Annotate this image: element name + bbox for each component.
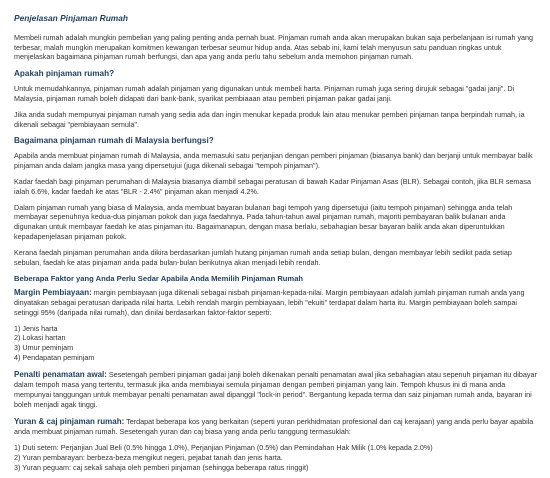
paragraph: Dalam pinjaman rumah yang biasa di Malaysia, anda membuat bayaran bulanan bagi tempoh yang dipersetujui (iaitu tempoh pinjaman) sehingga anda telah membayar sepenuhnya kedua-dua pinjaman pokok dan juga faedahnya. Pada tahun-tahun awal pinjaman rumah, majoriti pembayaran balik bulanan anda digunakan untuk membayar faedah ke atas pinjaman itu. Bagaimanapun, dengan masa berlalu, sebahagian besar bayaran balik anda akan diperuntukkan kepadapenjelasan pinjaman pokok. — [14, 202, 513, 242]
list-item: 1) Duti setem: Perjanjian Jual Beli (0.5% hingga 1.0%), Perjanjian Pinjaman (0.5%) dan Pemindahan Hak Milik (1.0% kepada 2.0%) — [14, 443, 433, 453]
paragraph: Kerana faedah pinjaman perumahan anda dikira berdasarkan jumlah hutang pinjaman rumah anda setiap bulan, dengan membayar lebih sedikit pada setiap sebulan, faedah ke atas pinjaman anda pada bulan-bulan berikutnya akan menjadi lebih rendah. — [14, 248, 512, 268]
section-heading-what-is-home-loan: Apakah pinjaman rumah? — [14, 69, 115, 79]
penalty-text: Sesetengah pemberi pinjaman gadai janji boleh dikenakan penalti penamatan awal jika sebahagian atau sepenuh pinjaman itu dibayar dalam tempoh masa yang tertentu, termasuk jika anda membiayai semula pinjaman dengan pemberi pinjaman yang lain. Tempoh khusus ini di mana anda mempunyai tanggungan untuk membayar penalti penamatan awal dipanggil "lock-in period". Bergantung kepada terma dan saiz pinjaman rumah anda, bayaran ini boleh menjadi agak tinggi. — [14, 370, 537, 410]
section-heading-factors: Beberapa Faktor yang Anda Perlu Sedar Apabila Anda Memilih Pinjaman Rumah — [14, 274, 304, 284]
section-heading-how-it-works: Bagaimana pinjaman rumah di Malaysia berfungsi? — [14, 136, 214, 146]
fees-list — [14, 443, 540, 473]
list-item: 3) Yuran peguam: caj sekali sahaja oleh pemberi pinjaman (sehingga beberapa ratus ringgit) — [14, 462, 309, 472]
fees-text: Terdapat beberapa kos yang berkaitan (seperti yuran perkhidmatan profesional dan caj kerajaan) yang anda perlu bayar apabila anda membuat pinjaman rumah. Sesetengah yuran dan caj biasa yang anda perlu tanggung termasuklah: — [14, 417, 534, 437]
paragraph: Apabila anda membuat pinjaman rumah di Malaysia, anda memasuki satu perjanjian dengan pemberi pinjaman (biasanya bank) dan berjanji untuk membayar balik pinjaman anda dalam jangka masa yang dipersetujui (juga dikenali sebagai "tempoh pinjaman"). — [14, 150, 533, 170]
paragraph: Untuk memudahkannya, pinjaman rumah adalah pinjaman yang digunakan untuk membeli harta. Pinjaman rumah juga sering dirujuk sebagai "gadai janji". Di Malaysia, pinjaman rumah boleh didapati dari bank-bank, syarikat pembiaaan atau pemberi pinjaman pakar gadai janji. — [14, 83, 515, 103]
list-item: 3) Umur peminjam — [14, 343, 74, 353]
margin-text: margin pembiayaan juga dikenali sebagai nisbah pinjaman-kepada-nilai. Margin pembiayaan adalah jumlah pinjaman rumah anda yang dinyatakan sebagai peratusan daripada nilai harta. Lebih rendah margin pembiayaan, lebih "ekuiti" terdapat dalam harta itu. Margin pembiayaan boleh sampai setinggi 95% (daripada nilai rumah), dan dinilai berdasarkan faktor-faktor seperti: — [14, 287, 525, 317]
penalty-label: Penalti penamatan awal: — [14, 370, 107, 380]
margin-label: Margin Pembiayaan: — [14, 287, 92, 297]
penalty-paragraph — [14, 369, 540, 410]
margin-paragraph — [14, 287, 540, 318]
list-item: 2) Lokasi hartan — [14, 333, 66, 343]
paragraph: Jika anda sudah mempunyai pinjaman rumah yang sedia ada dan ingin menukar kepada produk lain atau menukar pemberi pinjaman tanpa berpindah rumah, ia dikenali sebagai "pembiayaan semula". — [14, 109, 525, 129]
list-item: 1) Jenis harta — [14, 323, 58, 333]
fees-label: Yuran & caj pinjaman rumah: — [14, 417, 125, 427]
intro-paragraph: Membeli rumah adalah mungkin pembelian yang paling penting anda pernah buat. Pinjaman rumah anda akan merupakan bukan saja perbelanjaan isi rumah yang terbesar, malah mungkin merupakan komitmen kewangan terbesar seumur hidup anda. Atas sebab ini, kami telah menyusun satu panduan ringkas untuk menjelaskan bagaimana pinjaman rumah berfungsi, dan apa yang anda perlu tahu sebelum anda memohon pinjaman rumah. — [14, 32, 534, 62]
list-item: 2) Yuran pembarayan: berbeza-beza mengikut negeri, pejabat tanah dan jenis harta. — [14, 453, 283, 463]
paragraph: Kadar faedah bagi pinjaman perumahan di Malaysia biasanya diambil sebagai peratusan di bawah Kadar Pinjaman Asas (BLR). Sebagai contoh, jika BLR semasa ialah 6.6%, kadar faedah ke atas "BLR - 2.4%" pinjaman akan menjadi 4.2%. — [14, 176, 532, 196]
fees-paragraph — [14, 416, 540, 437]
article-content — [14, 13, 540, 478]
factor-list — [14, 324, 540, 364]
list-item: 4) Pendapatan peminjam — [14, 353, 95, 363]
article-title: Penjelasan Pinjaman Rumah — [14, 13, 129, 23]
